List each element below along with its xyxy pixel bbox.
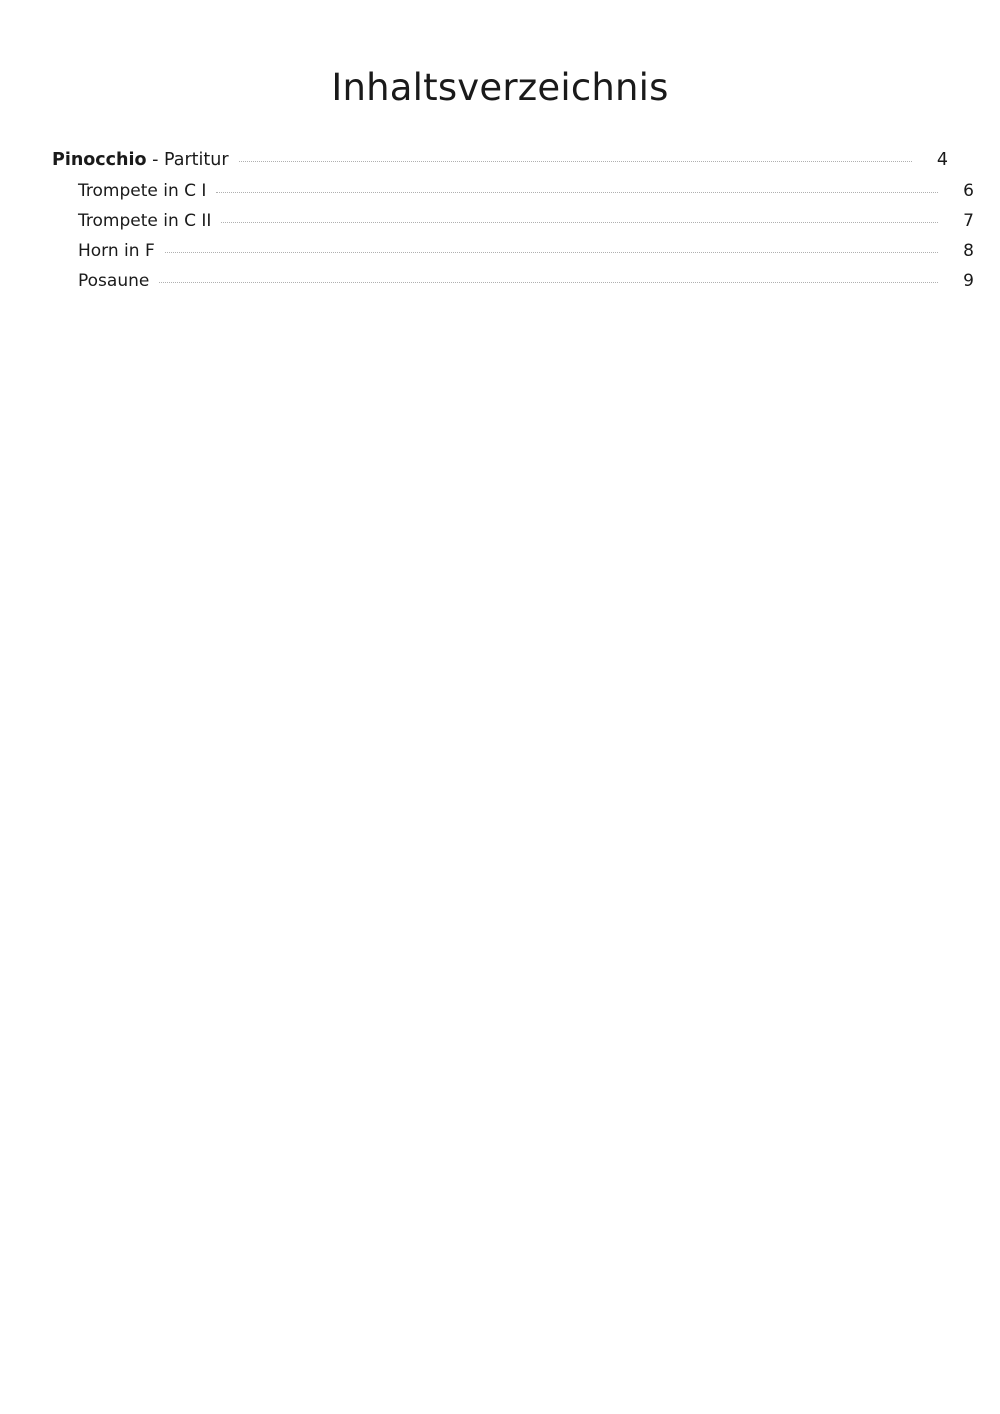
toc-entry-page: 8 — [963, 240, 974, 261]
table-of-contents — [52, 150, 974, 303]
toc-leader-dots — [159, 281, 938, 283]
toc-entry-label — [78, 270, 150, 291]
toc-entry-label-rest: Posaune — [78, 270, 150, 291]
toc-entry-label-rest: Trompete in C II — [78, 210, 212, 231]
toc-entry-label-bold: Pinocchio — [52, 150, 147, 170]
toc-leader-dots — [239, 160, 912, 162]
page-title: Inhaltsverzeichnis — [331, 66, 669, 109]
toc-entry-label — [78, 210, 212, 231]
toc-entry-label-rest: Trompete in C I — [78, 180, 207, 201]
toc-entry[interactable] — [52, 210, 974, 231]
toc-entry-page: 6 — [963, 180, 974, 201]
toc-entry-page: 9 — [963, 270, 974, 291]
toc-leader-dots — [216, 191, 938, 193]
toc-entry[interactable] — [52, 180, 974, 201]
toc-entry[interactable] — [52, 152, 948, 170]
toc-leader-dots — [221, 221, 938, 223]
toc-entry-label-rest: Horn in F — [78, 240, 155, 261]
toc-entry[interactable] — [52, 240, 974, 261]
toc-entry-label-rest: - Partitur — [146, 150, 229, 170]
toc-entry-label — [52, 152, 229, 170]
toc-entry-page: 7 — [963, 210, 974, 231]
toc-leader-dots — [165, 251, 938, 253]
toc-entry-page: 4 — [936, 150, 948, 170]
toc-entry[interactable] — [52, 270, 974, 291]
toc-entry-label — [78, 180, 207, 201]
toc-entry-label — [78, 240, 155, 261]
